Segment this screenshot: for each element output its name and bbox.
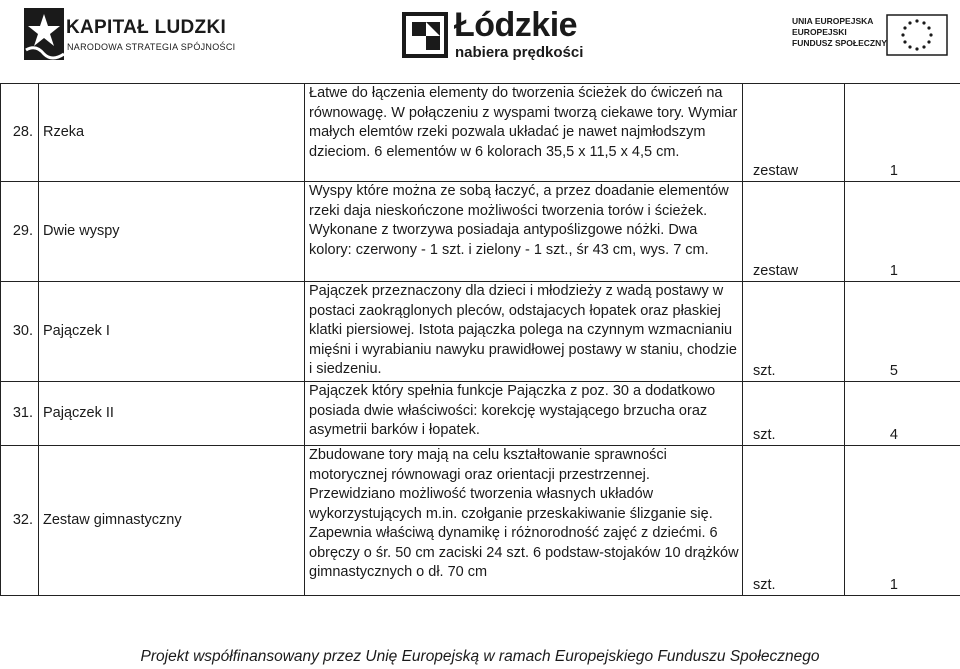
row-name: Pajączek II <box>39 382 305 446</box>
row-unit: szt. <box>743 282 845 382</box>
table-row <box>1 446 960 596</box>
page-footer: Projekt współfinansowany przez Unię Europejską w ramach Europejskiego Funduszu Społecznego <box>140 648 820 665</box>
kapital-ludzki-logo <box>22 4 236 64</box>
kapital-ludzki-subtitle: NARODOWA STRATEGIA SPÓJNOŚCI <box>67 42 236 52</box>
row-name: Pajączek I <box>39 282 305 382</box>
ue-line-2: EUROPEJSKI <box>792 27 847 37</box>
row-unit: szt. <box>743 382 845 446</box>
row-name: Dwie wyspy <box>39 182 305 282</box>
row-description: Pajączek który spełnia funkcje Pajączka z poz. 30 a dodatkowo posiada dwie właściwości: korekcję wystającego brzucha oraz asymetrii barków i łopatek. <box>305 382 743 446</box>
row-unit: zestaw <box>743 84 845 182</box>
table-row <box>1 282 960 382</box>
row-number: 32. <box>1 446 39 596</box>
row-name: Zestaw gimnastyczny <box>39 446 305 596</box>
row-quantity: 4 <box>845 382 960 446</box>
ue-line-1: UNIA EUROPEJSKA <box>792 16 874 26</box>
row-quantity: 1 <box>845 446 960 596</box>
row-unit: zestaw <box>743 182 845 282</box>
table-row <box>1 84 960 182</box>
row-description: Pajączek przeznaczony dla dzieci i młodzieży z wadą postawy w postaci zaokrąglonych pleców, odstajacych łopatek oraz płaskiej klatki piersiowej. Istota pajączka polega na czynnym wzmacnianiu mięśni i wyrabianiu nawyku prawidłowej postawy w staniu, chodzie i siedzeniu. <box>305 282 743 382</box>
row-number: 29. <box>1 182 39 282</box>
unia-europejska-text <box>792 16 887 49</box>
table-row <box>1 382 960 446</box>
row-number: 28. <box>1 84 39 182</box>
row-description: Zbudowane tory mają na celu kształtowanie sprawności motorycznej równowagi oraz orientacji przestrzennej. Przewidziano możliwość tworzenia własnych układów wykorzystujących m.in. czołganie przeskakiwanie ślizganie się. Zapewnia właściwą dynamikę i różnorodność zajęć z dziećmi. 6 obręczy o śr. 50 cm zaciski 24 szt. 6 podstaw-stojaków 10 drążków gimnastycznych o dł. 70 cm <box>305 446 743 596</box>
row-quantity: 5 <box>845 282 960 382</box>
row-quantity: 1 <box>845 182 960 282</box>
row-unit: szt. <box>743 446 845 596</box>
row-name: Rzeka <box>39 84 305 182</box>
unia-europejska-logo <box>792 14 960 64</box>
lodzkie-logo <box>402 6 602 64</box>
lodzkie-mark-icon <box>402 12 448 58</box>
lodzkie-subtitle: nabiera prędkości <box>455 44 584 61</box>
row-description: Łatwe do łączenia elementy do tworzenia ścieżek do ćwiczeń na równowagę. W połączeniu z wyspami tworzą ciekawe tory. Wymiar małych elemtów rzeki pozwala układać je nawet najmłodszym dzieciom. 6 elementów w 6 kolorach 35,5 x 11,5 x 4,5 cm. <box>305 84 743 182</box>
row-quantity: 1 <box>845 84 960 182</box>
row-number: 31. <box>1 382 39 446</box>
lodzkie-title: Łódzkie <box>454 6 578 44</box>
row-number: 30. <box>1 282 39 382</box>
page-header <box>0 0 960 70</box>
ue-line-3: FUNDUSZ SPOŁECZNY <box>792 38 887 48</box>
items-table <box>0 83 960 596</box>
row-description: Wyspy które można ze sobą łaczyć, a przez doadanie elementów rzeki daja nieskończone możliwości tworzenia torów i ścieżek. Wykonane z tworzywa posiadaja antypoślizgowe nóżki. Dwa kolory: czerwony - 1 szt. i zielony - 1 szt., śr 43 cm, wys. 7 cm. <box>305 182 743 282</box>
kapital-ludzki-title: KAPITAŁ LUDZKI <box>66 17 227 38</box>
star-icon <box>22 4 70 62</box>
table-row <box>1 182 960 282</box>
eu-flag-icon <box>886 14 948 56</box>
